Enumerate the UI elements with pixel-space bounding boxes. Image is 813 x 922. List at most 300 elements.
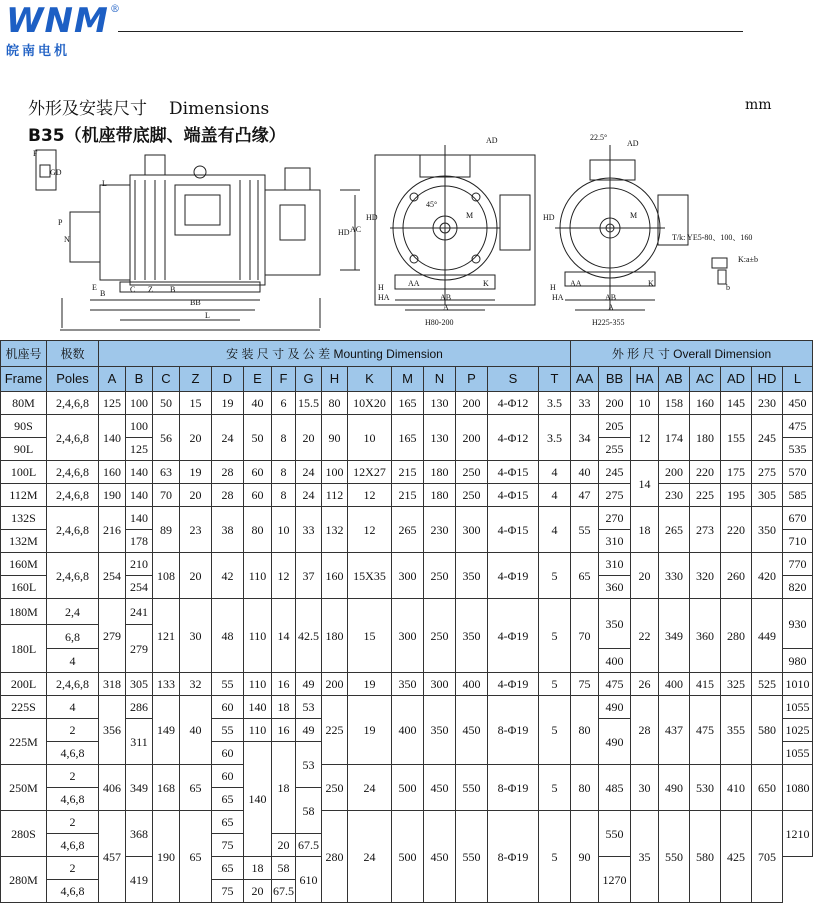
table-cell: 419 (126, 857, 153, 903)
table-cell: 145 (721, 392, 752, 415)
table-cell: 24 (348, 811, 392, 903)
table-cell: 4,6,8 (47, 742, 99, 765)
table-cell: 63 (153, 461, 180, 484)
table-cell: 10 (631, 392, 659, 415)
table-cell: 90 (322, 415, 348, 461)
table-cell: 2 (47, 765, 99, 788)
table-cell: 35 (631, 811, 659, 903)
table-cell: 18 (272, 696, 296, 719)
table-cell: 225M (1, 719, 47, 765)
table-cell: 58 (296, 788, 322, 834)
table-cell: 210 (126, 553, 153, 576)
table-cell: 20 (272, 834, 296, 857)
svg-text:HA: HA (552, 293, 564, 302)
table-cell: 280 (322, 811, 348, 903)
table-cell: 20 (180, 484, 212, 507)
table-cell: 475 (599, 673, 631, 696)
table-cell: 40 (571, 461, 599, 484)
col-ac: AC (690, 367, 721, 392)
col-n: N (424, 367, 456, 392)
svg-text:A: A (443, 303, 449, 312)
page-title (28, 94, 269, 119)
table-cell: 53 (296, 742, 322, 788)
table-cell: 580 (752, 696, 783, 765)
company-name: 皖南电机 (6, 44, 71, 59)
col-p: P (456, 367, 488, 392)
table-cell: 225S (1, 696, 47, 719)
table-cell: 8 (272, 415, 296, 461)
table-cell: 2,4,6,8 (47, 484, 99, 507)
table-cell: 300 (456, 507, 488, 553)
table-cell: 250 (456, 484, 488, 507)
table-cell: 225 (322, 696, 348, 765)
table-cell: 490 (659, 765, 690, 811)
table-cell: 437 (659, 696, 690, 765)
table-cell: 24 (296, 461, 322, 484)
dimension-table (0, 340, 813, 903)
table-cell: 40 (244, 392, 272, 415)
svg-text:Z: Z (148, 285, 153, 294)
table-cell: 65 (180, 765, 212, 811)
table-cell: 530 (690, 765, 721, 811)
table-cell: 67.5 (296, 834, 322, 857)
table-cell: 160 (322, 553, 348, 599)
table-cell: 279 (99, 599, 126, 673)
col-t: T (539, 367, 571, 392)
table-cell: 34 (571, 415, 599, 461)
table-cell: 3.5 (539, 392, 571, 415)
table-cell: 349 (659, 599, 690, 673)
table-cell: 250 (424, 553, 456, 599)
table-cell: 270 (599, 507, 631, 530)
table-cell: 400 (456, 673, 488, 696)
table-cell: 1270 (599, 857, 631, 903)
table-cell: 47 (571, 484, 599, 507)
table-cell: 325 (721, 673, 752, 696)
table-cell: 1080 (783, 765, 813, 811)
table-cell: 175 (721, 461, 752, 484)
table-row (1, 461, 813, 484)
table-cell: 132M (1, 530, 47, 553)
table-cell: 75 (212, 834, 244, 857)
table-cell: 18 (631, 507, 659, 553)
table-cell: 215 (392, 484, 424, 507)
caption-h80-200: H80-200 (425, 318, 454, 327)
table-row (1, 696, 813, 719)
table-cell: 260 (721, 553, 752, 599)
table-cell: 230 (659, 484, 690, 507)
table-cell: 350 (752, 507, 783, 553)
svg-text:22.5°: 22.5° (590, 133, 608, 142)
table-cell: 15 (348, 599, 392, 673)
table-cell: 311 (126, 719, 153, 765)
table-cell: 140 (244, 742, 272, 857)
table-cell: 60 (212, 765, 244, 788)
registered-mark: ® (110, 4, 120, 15)
table-cell: 4-Φ19 (488, 553, 539, 599)
svg-text:K: K (483, 279, 489, 288)
table-cell: 33 (296, 507, 322, 553)
table-cell: 110 (244, 553, 272, 599)
table-row (1, 673, 813, 696)
table-cell: 30 (631, 765, 659, 811)
title-cn: 外形及安装尺寸 (28, 99, 147, 119)
logo-text: WNM (6, 1, 109, 41)
table-cell: 80 (571, 696, 599, 765)
table-cell: 550 (456, 811, 488, 903)
table-cell: 158 (659, 392, 690, 415)
table-cell: 2,4 (47, 599, 99, 625)
table-cell: 205 (599, 415, 631, 438)
table-cell: 705 (752, 811, 783, 903)
table-cell: 30 (180, 599, 212, 673)
table-cell: 3.5 (539, 415, 571, 461)
table-cell: 180 (424, 484, 456, 507)
table-row (1, 484, 813, 507)
table-cell: 56 (153, 415, 180, 461)
table-cell: 280 (721, 599, 752, 673)
table-cell: 4,6,8 (47, 834, 99, 857)
col-c: C (153, 367, 180, 392)
table-cell: 65 (212, 857, 244, 880)
table-cell: 20 (296, 415, 322, 461)
svg-text:HD: HD (366, 213, 378, 222)
svg-text:AC: AC (350, 225, 362, 234)
header-overall: 外 形 尺 寸 Overall Dimension (571, 341, 813, 367)
svg-text:AB: AB (440, 293, 452, 302)
table-cell: 550 (456, 765, 488, 811)
table-cell: 980 (783, 649, 813, 673)
table-cell: 110 (244, 599, 272, 673)
header-poles-cn: 极数 (47, 341, 99, 367)
col-f: F (272, 367, 296, 392)
table-cell: 350 (424, 696, 456, 765)
table-cell: 525 (752, 673, 783, 696)
table-cell: 100 (322, 461, 348, 484)
svg-text:AA: AA (570, 279, 582, 288)
table-cell: 18 (272, 742, 296, 834)
table-cell: 5 (539, 811, 571, 903)
table-cell: 475 (690, 696, 721, 765)
table-cell: 275 (752, 461, 783, 484)
table-cell: 50 (244, 415, 272, 461)
table-cell: 406 (99, 765, 126, 811)
table-cell: 65 (571, 553, 599, 599)
table-cell: 140 (126, 484, 153, 507)
table-cell: 178 (126, 530, 153, 553)
table-cell: 4-Φ15 (488, 507, 539, 553)
table-cell: 160M (1, 553, 47, 576)
table-cell: 4-Φ15 (488, 461, 539, 484)
table-cell: 90S (1, 415, 47, 438)
table-cell: 8-Φ19 (488, 811, 539, 903)
table-cell: 160 (99, 461, 126, 484)
table-cell: 450 (424, 765, 456, 811)
col-ha: HA (631, 367, 659, 392)
table-cell: 350 (392, 673, 424, 696)
table-cell: 132S (1, 507, 47, 530)
table-cell: 60 (244, 461, 272, 484)
table-cell: 1055 (783, 742, 813, 765)
table-cell: 450 (783, 392, 813, 415)
table-cell: 190 (99, 484, 126, 507)
table-cell: 670 (783, 507, 813, 530)
table-cell: 49 (296, 719, 322, 742)
table-cell: 420 (752, 553, 783, 599)
table-cell: 770 (783, 553, 813, 576)
table-cell: 1210 (783, 811, 813, 857)
table-cell: 33 (571, 392, 599, 415)
table-row (1, 599, 813, 625)
table-cell: 65 (180, 811, 212, 903)
table-cell: 15.5 (296, 392, 322, 415)
table-cell: 80 (571, 765, 599, 811)
table-cell: 50 (153, 392, 180, 415)
col-s: S (488, 367, 539, 392)
svg-text:AB: AB (605, 293, 617, 302)
table-cell: 8 (272, 461, 296, 484)
table-cell: 305 (126, 673, 153, 696)
table-cell: 110 (244, 673, 272, 696)
table-cell: 215 (392, 461, 424, 484)
col-m: M (392, 367, 424, 392)
table-cell: 1010 (783, 673, 813, 696)
table-cell: 80 (322, 392, 348, 415)
table-cell: 457 (99, 811, 126, 903)
svg-text:HA: HA (378, 293, 390, 302)
col-poles: Poles (47, 367, 99, 392)
table-cell: 485 (599, 765, 631, 811)
table-cell: 2,4,6,8 (47, 553, 99, 599)
table-cell: 60 (212, 696, 244, 719)
table-cell: 241 (126, 599, 153, 625)
table-cell: 320 (690, 553, 721, 599)
table-cell: 2 (47, 719, 99, 742)
table-cell: 310 (599, 553, 631, 576)
table-cell: 180L (1, 625, 47, 673)
table-cell: 305 (752, 484, 783, 507)
table-cell: 4-Φ12 (488, 415, 539, 461)
col-d: D (212, 367, 244, 392)
svg-text:B: B (170, 285, 176, 294)
table-cell: 4 (539, 461, 571, 484)
table-cell: 265 (659, 507, 690, 553)
table-row (1, 507, 813, 530)
table-cell: 18 (244, 857, 272, 880)
table-cell: 8 (272, 484, 296, 507)
table-cell: 140 (244, 696, 272, 719)
table-cell: 4 (539, 484, 571, 507)
table-cell: 245 (599, 461, 631, 484)
svg-text:H: H (378, 283, 384, 292)
table-cell: 254 (126, 576, 153, 599)
table-cell: 160L (1, 576, 47, 599)
table-cell: 168 (153, 765, 180, 811)
table-cell: 28 (631, 696, 659, 765)
table-cell: 275 (599, 484, 631, 507)
table-cell: 22 (631, 599, 659, 673)
table-row (1, 765, 813, 788)
table-cell: 400 (392, 696, 424, 765)
table-cell: 42 (212, 553, 244, 599)
table-cell: 42.5 (296, 599, 322, 673)
table-cell: 2 (47, 811, 99, 834)
table-cell: 130 (424, 415, 456, 461)
table-cell: 155 (721, 415, 752, 461)
table-cell: 12X27 (348, 461, 392, 484)
table-cell: 4,6,8 (47, 880, 99, 903)
header-mounting: 安 装 尺 寸 及 公 差 Mounting Dimension (99, 341, 571, 367)
b35-subtitle: B35（机座带底脚、端盖有凸缘） (28, 126, 286, 146)
table-cell: 265 (392, 507, 424, 553)
table-cell: 2,4,6,8 (47, 673, 99, 696)
table-cell: 32 (180, 673, 212, 696)
table-cell: 349 (126, 765, 153, 811)
table-cell: 89 (153, 507, 180, 553)
table-cell: 6 (272, 392, 296, 415)
table-cell: 133 (153, 673, 180, 696)
table-cell: 24 (212, 415, 244, 461)
table-cell: 360 (599, 576, 631, 599)
table-cell: 23 (180, 507, 212, 553)
table-cell: 300 (392, 553, 424, 599)
table-cell: 75 (212, 880, 244, 903)
table-cell: 580 (690, 811, 721, 903)
table-cell: 70 (571, 599, 599, 673)
table-cell: 200 (456, 415, 488, 461)
table-cell: 28 (212, 484, 244, 507)
table-cell: 286 (126, 696, 153, 719)
table-cell: 5 (539, 696, 571, 765)
svg-text:A: A (608, 303, 614, 312)
table-cell: 130 (424, 392, 456, 415)
table-cell: 4-Φ12 (488, 392, 539, 415)
col-z: Z (180, 367, 212, 392)
header-columns (1, 367, 813, 392)
table-cell: 535 (783, 438, 813, 461)
table-cell: 5 (539, 553, 571, 599)
svg-text:T/k: YE5-80、100、160: T/k: YE5-80、100、160 (672, 233, 753, 242)
table-cell: 550 (599, 811, 631, 857)
table-cell: 121 (153, 599, 180, 673)
table-cell: 255 (599, 438, 631, 461)
table-cell: 250M (1, 765, 47, 811)
svg-text:AA: AA (408, 279, 420, 288)
svg-text:F: F (33, 149, 38, 158)
table-cell: 450 (456, 696, 488, 765)
table-cell: 280S (1, 811, 47, 857)
table-cell: 4,6,8 (47, 788, 99, 811)
table-cell: 5 (539, 765, 571, 811)
table-cell: 10 (272, 507, 296, 553)
end-view-h80-200 (375, 145, 535, 310)
table-cell: 26 (631, 673, 659, 696)
table-cell: 330 (659, 553, 690, 599)
table-cell: 125 (99, 392, 126, 415)
table-cell: 100 (126, 392, 153, 415)
table-cell: 180 (322, 599, 348, 673)
table-cell: 415 (690, 673, 721, 696)
table-cell: 200L (1, 673, 47, 696)
svg-text:b: b (726, 283, 730, 292)
table-cell: 58 (272, 857, 296, 880)
col-h: H (322, 367, 348, 392)
table-cell: 174 (659, 415, 690, 461)
table-cell: 19 (348, 696, 392, 765)
table-cell: 350 (456, 599, 488, 673)
col-k: K (348, 367, 392, 392)
table-cell: 165 (392, 392, 424, 415)
table-cell: 53 (296, 696, 322, 719)
table-cell: 250 (424, 599, 456, 673)
table-cell: 930 (783, 599, 813, 649)
col-a: A (99, 367, 126, 392)
table-cell: 24 (296, 484, 322, 507)
table-cell: 230 (752, 392, 783, 415)
table-cell: 5 (539, 673, 571, 696)
table-cell: 20 (244, 880, 272, 903)
table-cell: 220 (690, 461, 721, 484)
table-cell: 65 (212, 811, 244, 834)
table-cell: 19 (348, 673, 392, 696)
table-cell: 49 (296, 673, 322, 696)
table-cell: 216 (99, 507, 126, 553)
table-cell: 490 (599, 696, 631, 719)
table-cell: 318 (99, 673, 126, 696)
table-cell: 100L (1, 461, 47, 484)
table-cell: 149 (153, 696, 180, 765)
table-cell: 200 (322, 673, 348, 696)
table-cell: 350 (456, 553, 488, 599)
table-cell: 449 (752, 599, 783, 673)
col-frame: Frame (1, 367, 47, 392)
col-ab: AB (659, 367, 690, 392)
table-cell: 400 (599, 649, 631, 673)
table-cell: 8-Φ19 (488, 765, 539, 811)
table-cell: 20 (631, 553, 659, 599)
table-cell: 250 (456, 461, 488, 484)
table-cell: 650 (752, 765, 783, 811)
svg-text:AD: AD (486, 136, 498, 145)
svg-text:BB: BB (190, 298, 201, 307)
table-cell: 500 (392, 765, 424, 811)
svg-text:M: M (630, 211, 638, 220)
table-cell: 490 (599, 719, 631, 765)
table-cell: 55 (212, 673, 244, 696)
table-cell: 14 (631, 461, 659, 507)
table-cell: 570 (783, 461, 813, 484)
table-row (1, 415, 813, 438)
col-g: G (296, 367, 322, 392)
table-cell: 140 (126, 507, 153, 530)
table-cell: 220 (721, 507, 752, 553)
table-cell: 250 (322, 765, 348, 811)
table-cell: 60 (212, 742, 244, 765)
table-cell: 550 (659, 811, 690, 903)
table-cell: 2 (47, 857, 99, 880)
brand-logo (6, 1, 120, 59)
table-cell: 190 (153, 811, 180, 903)
table-cell: 28 (212, 461, 244, 484)
svg-text:AD: AD (627, 139, 639, 148)
table-cell: 140 (99, 415, 126, 461)
table-cell: 4 (47, 649, 99, 673)
table-cell: 1025 (783, 719, 813, 742)
table-cell: 20 (180, 553, 212, 599)
table-cell: 12 (272, 553, 296, 599)
col-aa: AA (571, 367, 599, 392)
unit-label: mm (745, 97, 772, 113)
